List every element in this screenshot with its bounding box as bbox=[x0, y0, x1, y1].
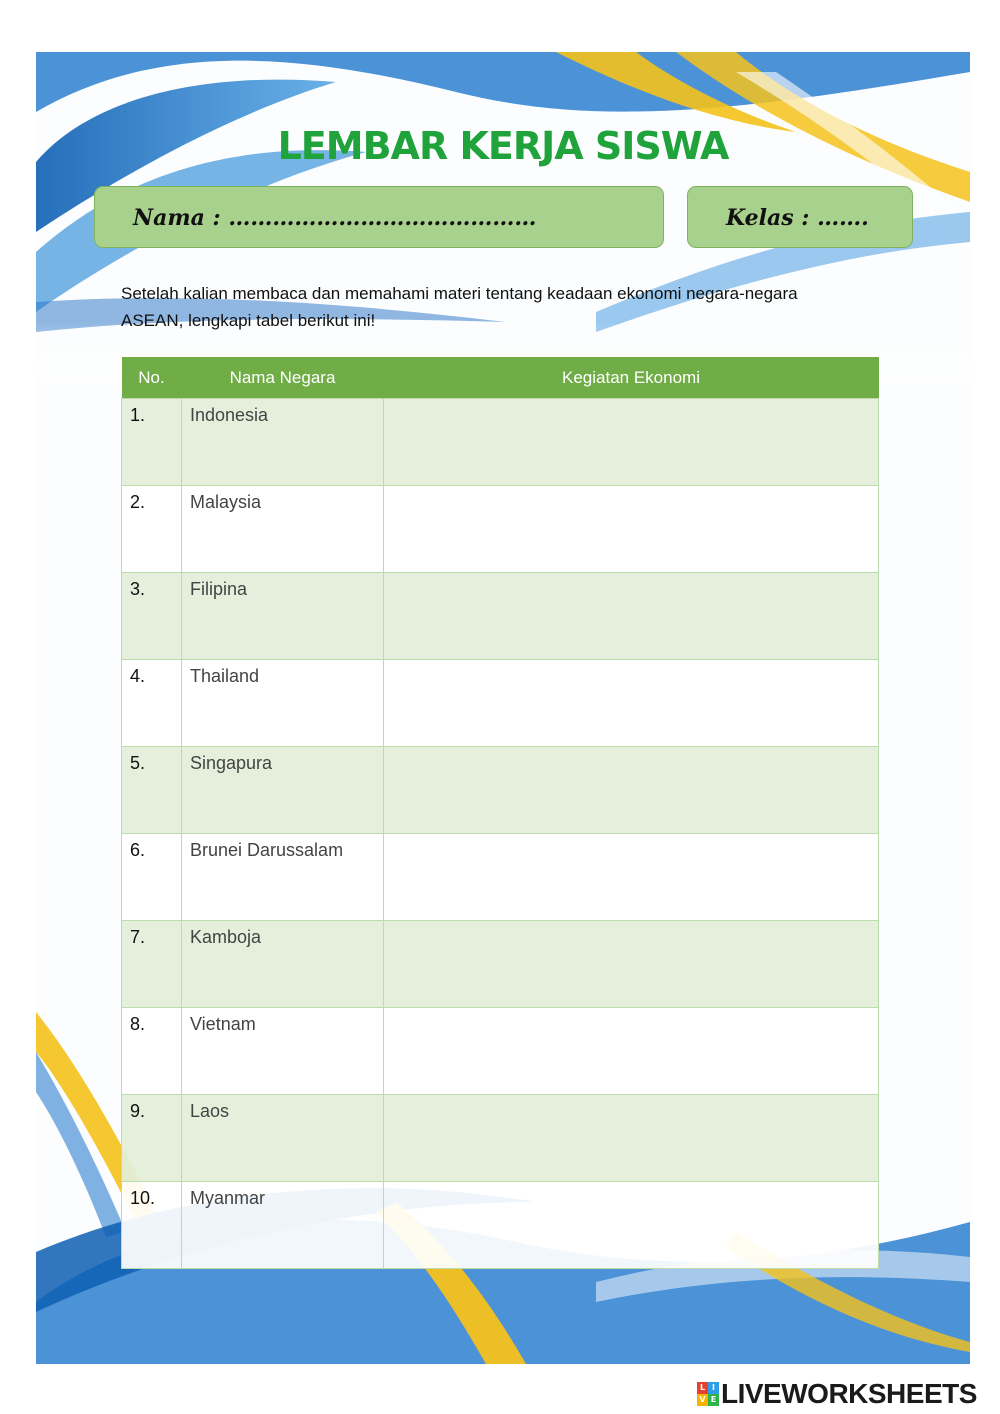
brand-text: LIVEWORKSHEETS bbox=[721, 1378, 977, 1409]
country-name: Thailand bbox=[182, 660, 384, 747]
activity-answer-cell[interactable] bbox=[384, 486, 879, 573]
country-name: Indonesia bbox=[182, 399, 384, 486]
table-row bbox=[122, 1182, 879, 1269]
table-row bbox=[122, 1008, 879, 1095]
country-name: Filipina bbox=[182, 573, 384, 660]
country-name: Myanmar bbox=[182, 1182, 384, 1269]
country-name: Kamboja bbox=[182, 921, 384, 1008]
activity-answer-cell[interactable] bbox=[384, 399, 879, 486]
worksheet-page bbox=[36, 52, 970, 1364]
activity-answer-cell[interactable] bbox=[384, 1095, 879, 1182]
row-number: 5. bbox=[122, 747, 182, 834]
activity-answer-cell[interactable] bbox=[384, 747, 879, 834]
economy-table bbox=[121, 357, 878, 1269]
class-field[interactable]: Kelas : ……. bbox=[687, 186, 913, 248]
table-row bbox=[122, 834, 879, 921]
table-row bbox=[122, 486, 879, 573]
activity-answer-cell[interactable] bbox=[384, 1182, 879, 1269]
country-name: Malaysia bbox=[182, 486, 384, 573]
header-economic-activity: Kegiatan Ekonomi bbox=[384, 357, 879, 399]
liveworksheets-logo-icon: L I V E bbox=[697, 1382, 719, 1406]
table-row bbox=[122, 573, 879, 660]
activity-answer-cell[interactable] bbox=[384, 1008, 879, 1095]
header-no: No. bbox=[122, 357, 182, 399]
activity-answer-cell[interactable] bbox=[384, 573, 879, 660]
country-name: Laos bbox=[182, 1095, 384, 1182]
activity-answer-cell[interactable] bbox=[384, 834, 879, 921]
country-name: Brunei Darussalam bbox=[182, 834, 384, 921]
activity-answer-cell[interactable] bbox=[384, 660, 879, 747]
row-number: 10. bbox=[122, 1182, 182, 1269]
instruction-text: Setelah kalian membaca dan memahami materi tentang keadaan ekonomi negara-negara ASEAN, lengkapi tabel berikut ini! bbox=[121, 284, 798, 330]
row-number: 3. bbox=[122, 573, 182, 660]
page-title: LEMBAR KERJA SISWA bbox=[277, 124, 729, 168]
row-number: 8. bbox=[122, 1008, 182, 1095]
row-number: 9. bbox=[122, 1095, 182, 1182]
row-number: 2. bbox=[122, 486, 182, 573]
table-row bbox=[122, 399, 879, 486]
row-number: 1. bbox=[122, 399, 182, 486]
table-header-row bbox=[122, 357, 879, 399]
table-row bbox=[122, 660, 879, 747]
row-number: 4. bbox=[122, 660, 182, 747]
liveworksheets-brand bbox=[697, 1374, 977, 1414]
table-row bbox=[122, 747, 879, 834]
row-number: 6. bbox=[122, 834, 182, 921]
header-country-name: Nama Negara bbox=[182, 357, 384, 399]
activity-answer-cell[interactable] bbox=[384, 921, 879, 1008]
table-row bbox=[122, 921, 879, 1008]
name-field[interactable]: Nama : …………………………………… bbox=[94, 186, 664, 248]
country-name: Singapura bbox=[182, 747, 384, 834]
country-name: Vietnam bbox=[182, 1008, 384, 1095]
table-row bbox=[122, 1095, 879, 1182]
row-number: 7. bbox=[122, 921, 182, 1008]
